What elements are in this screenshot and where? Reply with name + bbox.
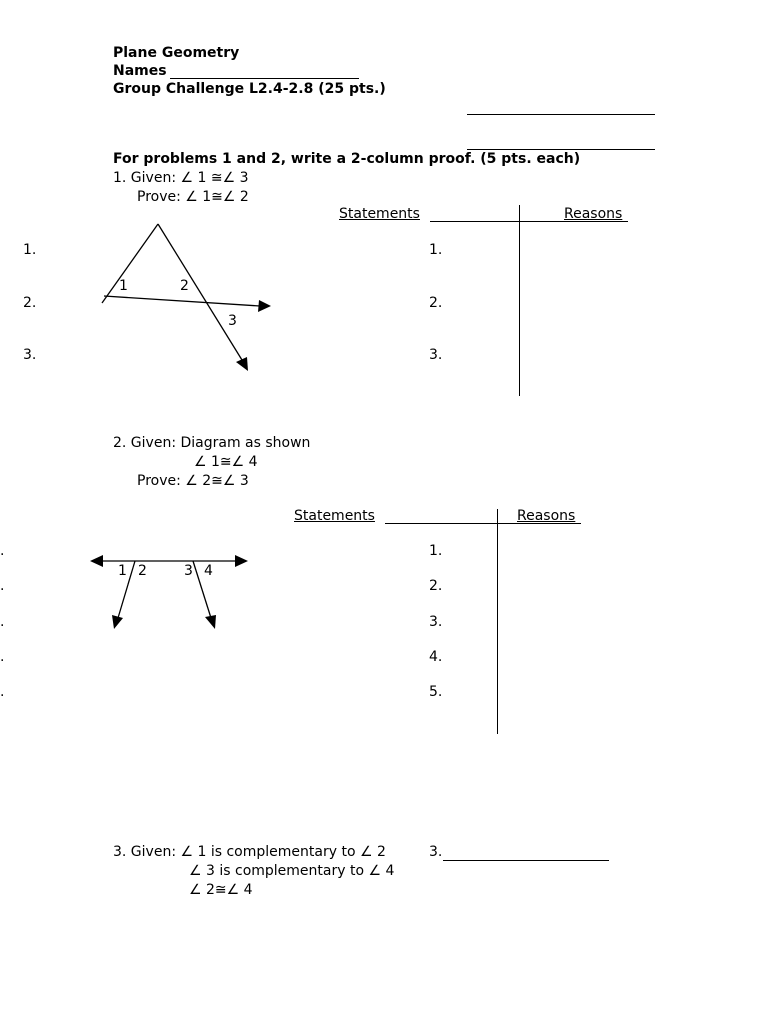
problem3-given-3: ∠ 2≅∠ 4 — [189, 882, 253, 898]
problem1-statement-3[interactable]: 3. — [429, 347, 443, 363]
angle-label-2: 2 — [138, 563, 147, 579]
angle-label-2: 2 — [180, 278, 189, 294]
problem2-reasons-header: Reasons — [517, 508, 576, 524]
problem2-prove: Prove: ∠ 2≅∠ 3 — [137, 473, 249, 489]
problem2-given: 2. Given: Diagram as shown — [113, 435, 311, 451]
problem1-statement-1[interactable]: 1. — [429, 242, 443, 258]
problem1-left-number-1: 1. — [23, 242, 37, 258]
problem2-statement-3[interactable]: 3. — [429, 614, 443, 630]
problem3-given: 3. Given: ∠ 1 is complementary to ∠ 2 — [113, 844, 386, 860]
problem2-statements-header: Statements — [294, 508, 375, 524]
problem1-left-number-3: 3. — [23, 347, 37, 363]
problem3-answer-line[interactable] — [443, 860, 609, 861]
problem1-prove: Prove: ∠ 1≅∠ 2 — [137, 189, 249, 205]
problem1-statements-header: Statements — [339, 206, 420, 222]
problem1-statement-2[interactable]: 2. — [429, 295, 443, 311]
angle-label-3: 3 — [228, 313, 237, 329]
angle-label-4: 4 — [204, 563, 213, 579]
problem2-left-number-2: . — [0, 578, 5, 594]
problem2-left-number-5: . — [0, 684, 5, 700]
angle-label-1: 1 — [119, 278, 128, 294]
names-label: Names — [113, 63, 167, 79]
problem3-answer-label: 3. — [429, 844, 443, 860]
left-ray-arrowhead — [112, 615, 123, 629]
problem2-left-number-3: . — [0, 614, 5, 630]
angle-label-1: 1 — [118, 563, 127, 579]
problem2-statement-2[interactable]: 2. — [429, 578, 443, 594]
line-right-arrowhead — [235, 555, 248, 567]
instructions: For problems 1 and 2, write a 2-column proof. (5 pts. each) — [113, 151, 581, 167]
problem2-statement-4[interactable]: 4. — [429, 649, 443, 665]
problem1-given: 1. Given: ∠ 1 ≅∠ 3 — [113, 170, 249, 186]
right-ray-arrowhead — [205, 615, 216, 629]
problem1-reasons-header: Reasons — [564, 206, 623, 222]
problem2-left-number-1: . — [0, 543, 5, 559]
problem2-statement-5[interactable]: 5. — [429, 684, 443, 700]
line-left-arrowhead — [90, 555, 103, 567]
problem2-given-2: ∠ 1≅∠ 4 — [194, 454, 258, 470]
angle-label-3: 3 — [184, 563, 193, 579]
problem1-left-number-2: 2. — [23, 295, 37, 311]
problem2-left-number-4: . — [0, 649, 5, 665]
assignment-title: Group Challenge L2.4-2.8 (25 pts.) — [113, 81, 386, 97]
course-title: Plane Geometry — [113, 45, 240, 61]
problem2-statement-1[interactable]: 1. — [429, 543, 443, 559]
problem3-given-2: ∠ 3 is complementary to ∠ 4 — [189, 863, 395, 879]
